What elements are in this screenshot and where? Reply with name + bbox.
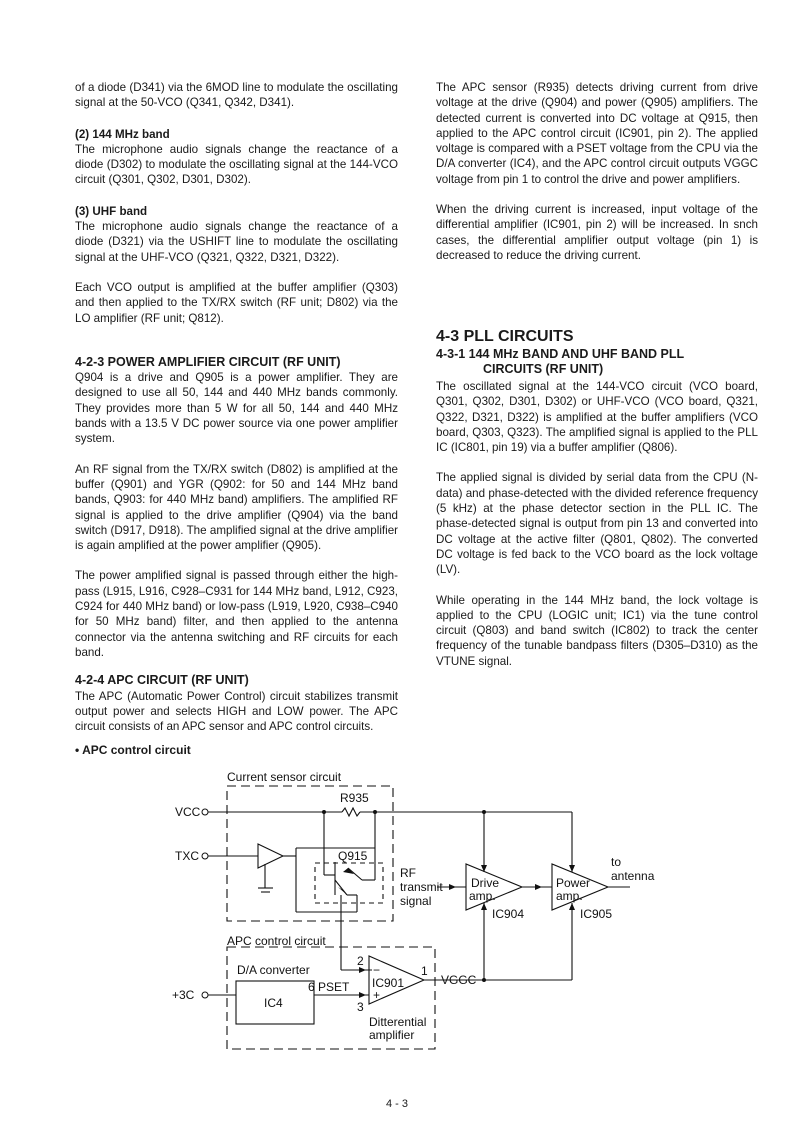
paragraph-pll-3: While operating in the 144 MHz band, the lock voltage is applied to the CPU (LOGIC unit; IC1) via the tune control circuit (Q803) and band switch (IC802) to track the center frequency of the tunable bandpass filters (D305–D310) as the VTUNE signal. [436, 593, 758, 668]
heading-4-3: 4-3 PLL CIRCUITS [436, 328, 574, 345]
label-drive: Drive [471, 876, 500, 890]
heading-4-3-1-line2: CIRCUITS (RF UNIT) [483, 362, 604, 376]
label-power: Power [556, 876, 591, 890]
label-plus3c: +3C [172, 988, 195, 1002]
label-drive-amp: amp. [469, 889, 496, 903]
subheading-uhf: (3) UHF band [75, 204, 148, 218]
paragraph-apc-intro: The APC (Automatic Power Control) circuit stabilizes transmit output power and selects HIGH and LOW power. The APC circuit consists of an APC sensor and APC control circuits. [75, 689, 398, 734]
paragraph-power-amp-1: Q904 is a drive and Q905 is a power amplifier. They are designed to use all 50, 144 and 440 MHz bands commonly. They provides more than 5 W for all 50, 144 and 440 MHz bands with a 13.5 V DC power source via one power amplifier system. [75, 371, 398, 446]
label-vggc: VGGC [441, 973, 477, 987]
label-differential-2: amplifier [369, 1028, 415, 1042]
label-rf: RF [400, 866, 416, 880]
label-ic905: IC905 [580, 907, 613, 921]
txc-buffer [258, 844, 283, 868]
label-ic901: IC901 [372, 976, 405, 990]
heading-4-3-1-line1: 4-3-1 144 MHz BAND AND UHF BAND PLL [436, 347, 685, 361]
label-minus: − [373, 963, 381, 977]
paragraph-pll-2: The applied signal is divided by serial data from the CPU (N-data) and phase-detected with the divided reference frequency (5 kHz) at the phase detector section in the PLL IC. The phase-detected signal is output from pin 13 and converted into DC voltage at the active filter (Q801, Q802). The converted DC voltage is fed back to the VCO board as the lock voltage (LV). [436, 471, 758, 577]
label-vcc: VCC [175, 805, 201, 819]
subheading-144mhz: (2) 144 MHz band [75, 127, 170, 141]
label-r935: R935 [340, 791, 369, 805]
label-pin3: 3 [357, 1000, 364, 1014]
label-current-sensor: Current sensor circuit [227, 770, 342, 784]
label-da-converter: D/A converter [237, 963, 310, 977]
page-number: 4 - 3 [385, 1098, 408, 1110]
paragraph-vco-modulation: of a diode (D341) via the 6MOD line to modulate the oscillating signal at the 50-VCO (Q341, Q342, D341). [75, 81, 398, 110]
heading-4-2-4: 4-2-4 APC CIRCUIT (RF UNIT) [75, 673, 249, 688]
label-signal: signal [400, 894, 432, 908]
label-antenna: antenna [611, 869, 655, 883]
r935-resistor [342, 808, 360, 816]
figure-title: • APC control circuit [75, 743, 191, 757]
label-txc: TXC [175, 849, 199, 863]
paragraph-pll-1: The oscillated signal at the 144-VCO circuit (VCO board, Q301, Q302, D301, D302) or UHF-VCO (VCO board, Q321, Q322, D321, D322) is amplified at the buffer amplifiers (VCO board, Q303, Q323). The amplified signal is applied to the PLL IC (IC801, pin 19) via a buffer amplifier (Q806). [436, 380, 758, 455]
label-pin1: 1 [421, 964, 428, 978]
paragraph-power-amp-2: An RF signal from the TX/RX switch (D802) is amplified at the buffer (Q901) and YGR (Q902: for 50 and 144 MHz band bands, Q903: for 440 MHz band) amplifiers. The amplified RF signal is applied to the drive amplifier (Q904) via the band switch (D917, D918). The amplified signal at the drive amplifier is again amplified at the power amplifier (Q905). [75, 462, 398, 553]
paragraph-uhf: The microphone audio signals change the reactance of a diode (D321) via the USHIFT line to modulate the oscillating signal at the UHF-VCO (Q321, Q322, D321, D322). [75, 220, 398, 264]
paragraph-apc-sensor: The APC sensor (R935) detects driving current from drive voltage at the drive (Q904) and power (Q905) amplifiers. The detected current is converted into DC voltage at Q915, then applied to the APC control circuit (IC901, pin 2). The applied voltage is compared with a PSET voltage from the CPU via the D/A converter (IC4), and the APC control circuit outputs VGGC voltage from pin 1 to control the drive and power amplifiers. [436, 81, 758, 186]
paragraph-power-amp-3: The power amplified signal is passed through either the high-pass (L915, L916, C928–C931 for 144 MHz band, L912, C923, C924 for 440 MHz band) or low-pass (L919, L920, C938–C940 for 50 MHz band) filter, and then applied to the antenna connector via the antenna switching and RF circuits for each band. [75, 569, 398, 659]
label-pin2: 2 [357, 954, 364, 968]
label-ic4: IC4 [264, 996, 283, 1010]
label-plus: + [373, 988, 381, 1002]
label-ic904: IC904 [492, 907, 525, 921]
label-q915: Q915 [338, 849, 368, 863]
paragraph-144mhz: The microphone audio signals change the reactance of a diode (D302) to modulate the oscillating signal at the 144-VCO circuit (Q301, Q302, D301, D302). [75, 142, 398, 187]
label-to: to [611, 855, 622, 869]
current-sensor-box [227, 786, 393, 921]
label-pset: 6 PSET [308, 980, 350, 994]
paragraph-vco-output: Each VCO output is amplified at the buffer amplifier (Q303) and then applied to the TX/RX switch (RF unit; D802) via the LO amplifier (RF unit; Q812). [75, 280, 398, 325]
label-power-amp: amp. [556, 889, 583, 903]
paragraph-apc-driving-current: When the driving current is increased, input voltage of the differential amplifier (IC901, pin 2) will be increased. In snch cases, the differential amplifier output voltage (pin 1) is decreased to reduce the driving current. [436, 203, 758, 262]
label-transmit: transmit [400, 880, 443, 894]
label-apc-control: APC control circuit [227, 934, 326, 948]
heading-4-2-3: 4-2-3 POWER AMPLIFIER CIRCUIT (RF UNIT) [75, 354, 341, 369]
label-differential-1: Ditterential [369, 1015, 427, 1029]
